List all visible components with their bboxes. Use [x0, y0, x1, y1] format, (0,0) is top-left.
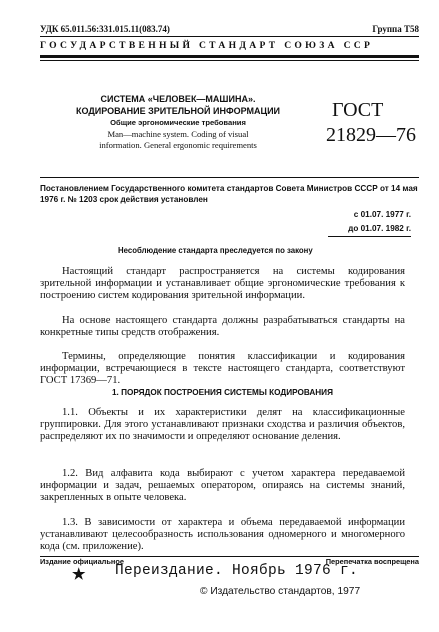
valid-from: с 01.07. 1977 г.	[353, 210, 411, 219]
official-edition: Издание официальное	[40, 557, 125, 566]
valid-to-underline	[328, 236, 411, 237]
standard-line: ГОСУДАРСТВЕННЫЙ СТАНДАРТ СОЮЗА ССР	[40, 40, 374, 51]
copyright-notice: © Издательство стандартов, 1977	[200, 586, 361, 597]
title-rule	[40, 177, 419, 178]
header-rule-thick	[40, 55, 419, 58]
section-heading: 1. ПОРЯДОК ПОСТРОЕНИЯ СИСТЕМЫ КОДИРОВАНИЯ	[112, 388, 333, 397]
valid-to: до 01.07. 1982 г.	[348, 224, 411, 233]
title-line-3: Общие эргономические требования	[110, 118, 246, 127]
reprint-prohibited: Перепечатка воспрещена	[325, 557, 419, 566]
group-code: Группа Т58	[372, 24, 419, 34]
clause-1-2: 1.2. Вид алфавита кода выбирают с учетом характера передаваемой информации и задач, решаемых оператором, опираясь на системы знаний, закрепленных в опыте человека.	[40, 468, 405, 504]
title-line-1: СИСТЕМА «ЧЕЛОВЕК—МАШИНА».	[100, 94, 256, 104]
nonobservance-note: Несоблюдение стандарта преследуется по закону	[118, 246, 313, 255]
udk-code: УДК 65.011.56:331.015.11(083.74)	[40, 24, 170, 34]
gost-label: ГОСТ	[332, 99, 384, 121]
intro-paragraph-2: На основе настоящего стандарта должны разрабатываться стандарты на конкретные типы средств отображения.	[40, 315, 405, 339]
intro-paragraph-3: Термины, определяющие понятия классификации и кодирования информации, встречающиеся в тексте настоящего стандарта, соответствуют ГОСТ 17369—71.	[40, 351, 405, 387]
title-line-2: КОДИРОВАНИЕ ЗРИТЕЛЬНОЙ ИНФОРМАЦИИ	[75, 106, 281, 116]
decree-text: Постановлением Государственного комитета стандартов Совета Министров СССР от 14 мая 1976 г. № 1203 срок действия установлен	[40, 184, 418, 204]
intro-paragraph-1: Настоящий стандарт распространяется на системы кодирования зрительной информации и устанавливает общие эргономические требования к построению систем кодирования зрительной информации.	[40, 266, 405, 302]
title-english-1: Man—machine system. Coding of visual	[107, 129, 249, 139]
clause-1-1: 1.1. Объекты и их характеристики делят на классификационные группировки. Для этого устанавливают признаки сходства и различия объектов, распределяют их по значимости и определяют основание деления.	[40, 407, 405, 443]
star-icon: ★	[72, 567, 86, 583]
gost-number: 21829—76	[326, 124, 416, 146]
title-english-2: information. General ergonomic requirements	[99, 140, 257, 150]
standard-title	[58, 93, 298, 151]
header-rule-thin	[40, 60, 419, 61]
reissue-stamp: Переиздание. Ноябрь 1976 г.	[115, 563, 359, 579]
clause-1-3: 1.3. В зависимости от характера и объема передаваемой информации устанавливают целесообразность использования одномерного и многомерного кода (см. приложение).	[40, 517, 405, 553]
header-rule-top	[40, 36, 419, 37]
